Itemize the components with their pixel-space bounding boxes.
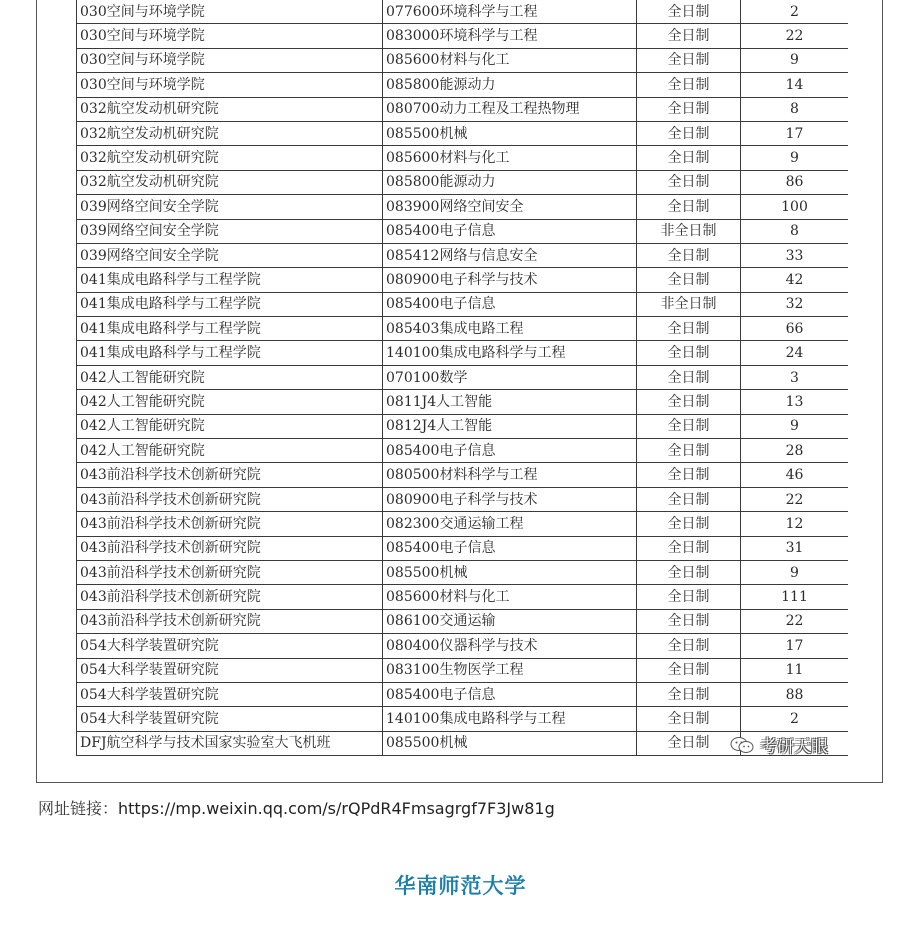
study-mode-cell: 全日制	[637, 0, 741, 24]
major-cell: 085400电子信息	[383, 292, 637, 316]
enrollment-count-cell: 2	[741, 0, 849, 24]
table-row	[77, 487, 849, 511]
study-mode-cell: 全日制	[637, 24, 741, 48]
enrollment-count-cell: 100	[741, 195, 849, 219]
table-row	[77, 24, 849, 48]
study-mode-cell: 全日制	[637, 512, 741, 536]
enrollment-count-cell: 11	[741, 658, 849, 682]
school-cell: 032航空发动机研究院	[77, 170, 383, 194]
enrollment-count-cell: 13	[741, 390, 849, 414]
study-mode-cell: 全日制	[637, 317, 741, 341]
major-cell: 077600环境科学与工程	[383, 0, 637, 24]
table-row	[77, 365, 849, 389]
study-mode-cell: 全日制	[637, 682, 741, 706]
major-cell: 085400电子信息	[383, 219, 637, 243]
major-cell: 083000环境科学与工程	[383, 24, 637, 48]
school-cell: 032航空发动机研究院	[77, 97, 383, 121]
school-cell: 030空间与环境学院	[77, 24, 383, 48]
school-cell: 043前沿科学技术创新研究院	[77, 560, 383, 584]
major-cell: 085800能源动力	[383, 170, 637, 194]
study-mode-cell: 全日制	[637, 731, 741, 755]
major-cell: 140100集成电路科学与工程	[383, 341, 637, 365]
enrollment-count-cell: 8	[741, 97, 849, 121]
major-cell: 140100集成电路科学与工程	[383, 707, 637, 731]
school-cell: 042人工智能研究院	[77, 439, 383, 463]
major-cell: 080900电子科学与技术	[383, 268, 637, 292]
major-cell: 085500机械	[383, 560, 637, 584]
study-mode-cell: 全日制	[637, 146, 741, 170]
study-mode-cell: 全日制	[637, 121, 741, 145]
school-cell: 042人工智能研究院	[77, 390, 383, 414]
study-mode-cell: 全日制	[637, 48, 741, 72]
study-mode-cell: 非全日制	[637, 219, 741, 243]
school-cell: 032航空发动机研究院	[77, 121, 383, 145]
school-cell: 043前沿科学技术创新研究院	[77, 487, 383, 511]
study-mode-cell: 全日制	[637, 243, 741, 267]
major-cell: 085500机械	[383, 731, 637, 755]
school-cell: DFJ航空科学与技术国家实验室大飞机班	[77, 731, 383, 755]
school-cell: 030空间与环境学院	[77, 0, 383, 24]
enrollment-count-cell: 24	[741, 341, 849, 365]
major-cell: 086100交通运输	[383, 609, 637, 633]
enrollment-count-cell: 28	[741, 439, 849, 463]
enrollment-count-cell: 88	[741, 682, 849, 706]
school-cell: 043前沿科学技术创新研究院	[77, 609, 383, 633]
enrollment-count-cell: 46	[741, 463, 849, 487]
school-cell: 039网络空间安全学院	[77, 243, 383, 267]
enrollment-count-cell: 33	[741, 243, 849, 267]
school-cell: 030空间与环境学院	[77, 48, 383, 72]
school-cell: 042人工智能研究院	[77, 365, 383, 389]
table-row	[77, 707, 849, 731]
enrollment-count-cell: 17	[741, 634, 849, 658]
study-mode-cell: 全日制	[637, 487, 741, 511]
major-cell: 085400电子信息	[383, 682, 637, 706]
study-mode-cell: 全日制	[637, 195, 741, 219]
major-cell: 085400电子信息	[383, 439, 637, 463]
school-cell: 054大科学装置研究院	[77, 707, 383, 731]
enrollment-count-cell: 9	[741, 48, 849, 72]
table-row	[77, 609, 849, 633]
study-mode-cell: 全日制	[637, 341, 741, 365]
enrollment-count-cell: 9	[741, 414, 849, 438]
major-cell: 0811J4人工智能	[383, 390, 637, 414]
major-cell: 085500机械	[383, 121, 637, 145]
study-mode-cell: 全日制	[637, 707, 741, 731]
major-cell: 080400仪器科学与技术	[383, 634, 637, 658]
major-cell: 085600材料与化工	[383, 585, 637, 609]
enrollment-count-cell: 86	[741, 170, 849, 194]
major-cell: 085400电子信息	[383, 536, 637, 560]
study-mode-cell: 全日制	[637, 439, 741, 463]
school-cell: 041集成电路科学与工程学院	[77, 341, 383, 365]
study-mode-cell: 非全日制	[637, 292, 741, 316]
table-row	[77, 195, 849, 219]
study-mode-cell: 全日制	[637, 365, 741, 389]
major-cell: 085412网络与信息安全	[383, 243, 637, 267]
school-cell: 039网络空间安全学院	[77, 219, 383, 243]
enrollment-count-cell: 66	[741, 317, 849, 341]
table-row	[77, 243, 849, 267]
table-row	[77, 317, 849, 341]
table-row	[77, 560, 849, 584]
study-mode-cell: 全日制	[637, 97, 741, 121]
study-mode-cell: 全日制	[637, 390, 741, 414]
table-row	[77, 146, 849, 170]
table-row	[77, 585, 849, 609]
major-cell: 082300交通运输工程	[383, 512, 637, 536]
school-cell: 054大科学装置研究院	[77, 634, 383, 658]
major-cell: 085600材料与化工	[383, 48, 637, 72]
enrollment-count-cell: 8	[741, 219, 849, 243]
watermark-text: 考研天眼	[760, 737, 828, 757]
study-mode-cell: 全日制	[637, 170, 741, 194]
school-cell: 043前沿科学技术创新研究院	[77, 463, 383, 487]
major-cell: 083100生物医学工程	[383, 658, 637, 682]
table-row	[77, 658, 849, 682]
enrollment-count-cell: 9	[741, 146, 849, 170]
enrollment-count-cell: 2	[741, 707, 849, 731]
table-row	[77, 439, 849, 463]
admission-table	[76, 0, 848, 756]
table-row	[77, 536, 849, 560]
enrollment-count-cell: 42	[741, 268, 849, 292]
source-url-link[interactable]: https://mp.weixin.qq.com/s/rQPdR4Fmsagrgf7F3Jw81g	[118, 799, 555, 818]
table-row	[77, 341, 849, 365]
major-cell: 0812J4人工智能	[383, 414, 637, 438]
table-row	[77, 219, 849, 243]
major-cell: 085600材料与化工	[383, 146, 637, 170]
enrollment-count-cell: 3	[741, 365, 849, 389]
table-row	[77, 463, 849, 487]
table-row	[77, 390, 849, 414]
enrollment-count-cell: 9	[741, 560, 849, 584]
url-label: 网址链接：	[38, 799, 119, 818]
major-cell: 080700动力工程及工程热物理	[383, 97, 637, 121]
enrollment-count-cell: 22	[741, 609, 849, 633]
admission-table-container	[76, 0, 848, 764]
table-row	[77, 73, 849, 97]
enrollment-count-cell: 14	[741, 73, 849, 97]
study-mode-cell: 全日制	[637, 414, 741, 438]
school-cell: 039网络空间安全学院	[77, 195, 383, 219]
school-cell: 032航空发动机研究院	[77, 146, 383, 170]
school-cell: 043前沿科学技术创新研究院	[77, 536, 383, 560]
table-row	[77, 682, 849, 706]
enrollment-count-cell: 31	[741, 536, 849, 560]
enrollment-count-cell: 111	[741, 585, 849, 609]
study-mode-cell: 全日制	[637, 585, 741, 609]
table-row	[77, 634, 849, 658]
table-row	[77, 0, 849, 24]
table-row	[77, 292, 849, 316]
enrollment-count-cell: 17	[741, 121, 849, 145]
school-cell: 043前沿科学技术创新研究院	[77, 585, 383, 609]
study-mode-cell: 全日制	[637, 73, 741, 97]
study-mode-cell: 全日制	[637, 268, 741, 292]
table-row	[77, 268, 849, 292]
enrollment-count-cell: 22	[741, 24, 849, 48]
source-url-line	[38, 796, 555, 819]
study-mode-cell: 全日制	[637, 463, 741, 487]
table-row	[77, 170, 849, 194]
major-cell: 085800能源动力	[383, 73, 637, 97]
study-mode-cell: 全日制	[637, 658, 741, 682]
major-cell: 083900网络空间安全	[383, 195, 637, 219]
wechat-icon	[730, 736, 754, 754]
school-cell: 054大科学装置研究院	[77, 682, 383, 706]
study-mode-cell: 全日制	[637, 634, 741, 658]
major-cell: 080500材料科学与工程	[383, 463, 637, 487]
table-row	[77, 414, 849, 438]
table-row	[77, 48, 849, 72]
school-cell: 030空间与环境学院	[77, 73, 383, 97]
school-cell: 054大科学装置研究院	[77, 658, 383, 682]
study-mode-cell: 全日制	[637, 609, 741, 633]
table-row	[77, 512, 849, 536]
school-cell: 041集成电路科学与工程学院	[77, 317, 383, 341]
enrollment-count-cell: 22	[741, 487, 849, 511]
major-cell: 070100数学	[383, 365, 637, 389]
major-cell: 085403集成电路工程	[383, 317, 637, 341]
school-cell: 043前沿科学技术创新研究院	[77, 512, 383, 536]
next-school-heading: 华南师范大学	[394, 874, 527, 898]
school-cell: 041集成电路科学与工程学院	[77, 292, 383, 316]
table-row	[77, 97, 849, 121]
enrollment-count-cell: 32	[741, 292, 849, 316]
study-mode-cell: 全日制	[637, 536, 741, 560]
table-row	[77, 121, 849, 145]
major-cell: 080900电子科学与技术	[383, 487, 637, 511]
table-body	[77, 0, 849, 756]
school-cell: 042人工智能研究院	[77, 414, 383, 438]
watermark	[730, 732, 828, 757]
study-mode-cell: 全日制	[637, 560, 741, 584]
enrollment-count-cell: 12	[741, 512, 849, 536]
school-cell: 041集成电路科学与工程学院	[77, 268, 383, 292]
